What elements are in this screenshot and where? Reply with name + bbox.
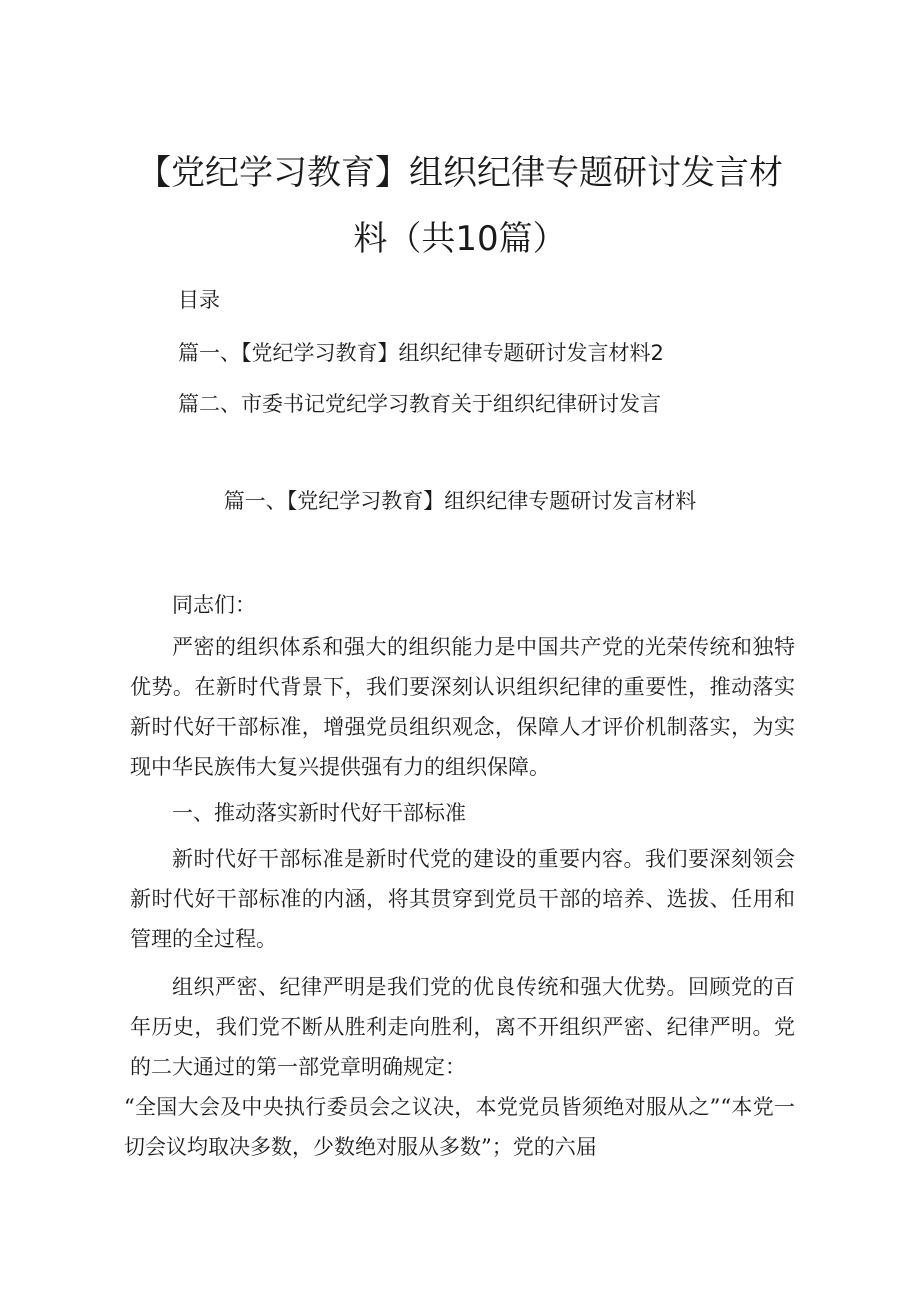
section-title: 篇一、【党纪学习教育】组织纪律专题研讨发言材料 [223, 489, 697, 513]
title-line-2: 料（共10篇） [353, 219, 567, 259]
paragraph-4: “全国大会及中央执行委员会之议决，本党党员皆须绝对服从之”“本党一切会议均取决多数，少数绝对服从多数”；党的六届 [124, 1095, 795, 1159]
document-body [124, 585, 795, 1167]
title-line-1: 【党纪学习教育】组织纪律专题研讨发言材 [137, 153, 783, 193]
heading-1: 一、推动落实新时代好干部标准 [172, 801, 466, 825]
toc-label: 目录 [178, 288, 220, 312]
greeting: 同志们： [172, 593, 256, 617]
document-title [120, 140, 800, 272]
paragraph-2: 新时代好干部标准是新时代党的建设的重要内容。我们要深刻领会新时代好干部标准的内涵，将其贯穿到党员干部的培养、选拔、任用和管理的全过程。 [130, 847, 795, 951]
paragraph-1: 严密的组织体系和强大的组织能力是中国共产党的光荣传统和独特优势。在新时代背景下，我们要深刻认识组织纪律的重要性，推动落实新时代好干部标准，增强党员组织观念，保障人才评价机制落实，为实现中华民族伟大复兴提供强有力的组织保障。 [130, 635, 795, 779]
paragraph-3: 组织严密、纪律严明是我们党的优良传统和强大优势。回顾党的百年历史，我们党不断从胜利走向胜利，离不开组织严密、纪律严明。党的二大通过的第一部党章明确规定： [130, 975, 795, 1079]
toc-item-1[interactable]: 篇一、【党纪学习教育】组织纪律专题研讨发言材料2 [178, 341, 664, 365]
toc-item-2[interactable]: 篇二、市委书记党纪学习教育关于组织纪律研讨发言 [178, 392, 661, 416]
